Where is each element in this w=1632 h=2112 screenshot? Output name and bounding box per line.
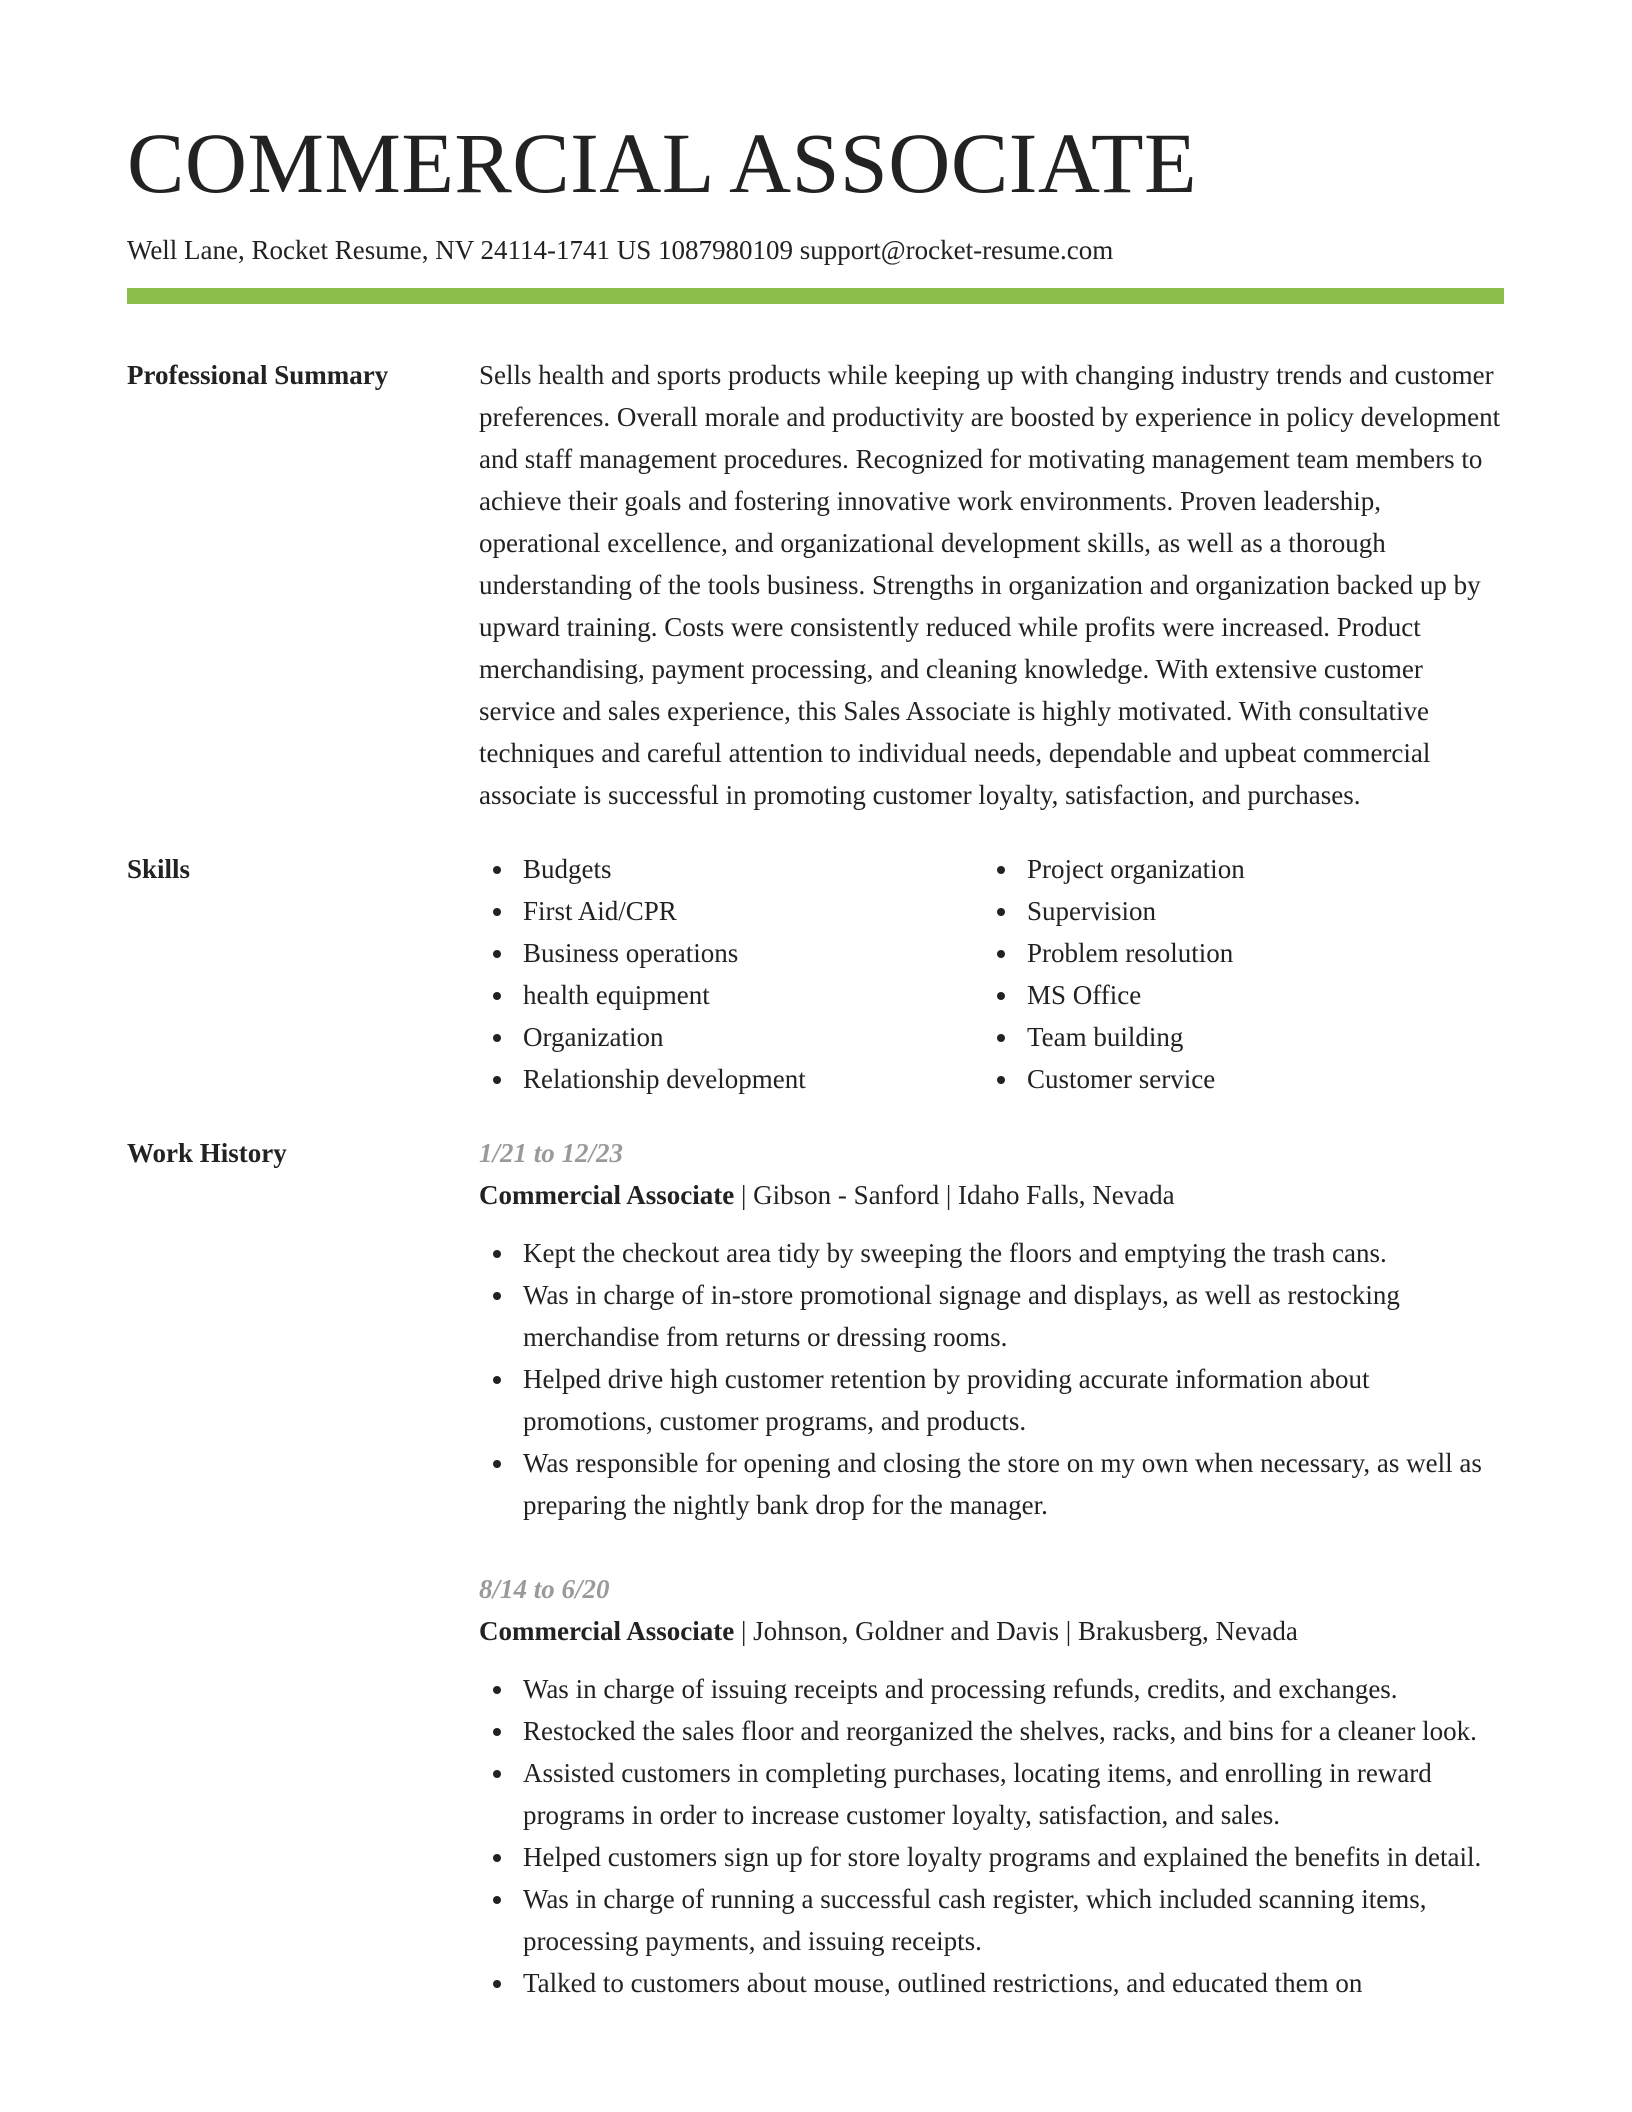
job-bullet: Restocked the sales floor and reorganized the shelves, racks, and bins for a cleaner look. [479,1710,1504,1752]
summary-heading: Professional Summary [127,360,389,391]
skill-item: health equipment [479,974,983,1016]
skills-section [127,848,1504,1100]
skill-item: Relationship development [479,1058,983,1100]
skill-item: Customer service [983,1058,1487,1100]
job-title: Commercial Associate [479,1180,735,1211]
job-bullet: Talked to customers about mouse, outlined restrictions, and educated them on [479,1962,1504,2004]
skills-heading: Skills [127,854,191,885]
accent-divider [127,288,1504,304]
work-history-section [127,1132,1504,2004]
contact-address: Well Lane, Rocket Resume, NV 24114-1741 US [127,235,652,265]
job-dates: 1/21 to 12/23 [479,1138,624,1169]
job-bullet: Assisted customers in completing purchases, locating items, and enrolling in reward programs in order to increase customer loyalty, satisfaction, and sales. [479,1752,1504,1836]
skill-item: Problem resolution [983,932,1487,974]
skills-right-column [983,848,1487,1100]
job-bullet: Kept the checkout area tidy by sweeping the floors and emptying the trash cans. [479,1232,1504,1274]
skill-item: First Aid/CPR [479,890,983,932]
job-entry [479,1132,1504,1526]
job-bullet: Helped customers sign up for store loyalty programs and explained the benefits in detail. [479,1836,1504,1878]
job-bullets [479,1668,1504,2004]
job-bullet: Was in charge of issuing receipts and processing refunds, credits, and exchanges. [479,1668,1504,1710]
skill-item: Organization [479,1016,983,1058]
job-heading-line [479,1174,1504,1216]
job-bullet: Was in charge of in-store promotional signage and displays, as well as restocking merchandise from returns or dressing rooms. [479,1274,1504,1358]
job-bullet: Was in charge of running a successful cash register, which included scanning items, processing payments, and issuing receipts. [479,1878,1504,1962]
job-heading-line [479,1610,1504,1652]
skills-left-column [479,848,983,1100]
job-company-location: | Johnson, Goldner and Davis | Brakusberg, Nevada [734,1616,1298,1647]
contact-phone: 1087980109 [658,235,793,265]
work-history-heading: Work History [127,1138,287,1169]
contact-line [127,234,1505,266]
skill-item: Project organization [983,848,1487,890]
job-dates: 8/14 to 6/20 [479,1574,610,1605]
skill-item: Team building [983,1016,1487,1058]
job-bullet: Helped drive high customer retention by providing accurate information about promotions, customer programs, and products. [479,1358,1504,1442]
job-bullet: Was responsible for opening and closing the store on my own when necessary, as well as preparing the nightly bank drop for the manager. [479,1442,1504,1526]
skills-columns [479,848,1504,1100]
skill-item: MS Office [983,974,1487,1016]
work-history-body [479,1132,1504,2004]
summary-text: Sells health and sports products while keeping up with changing industry trends and customer preferences. Overall morale and productivity are boosted by experience in policy development and staff management procedures. Recognized for motivating management team members to achieve their goals and fostering innovative work environments. Proven leadership, operational excellence, and organizational development skills, as well as a thorough understanding of the tools business. Strengths in organization and organization backed up by upward training. Costs were consistently reduced while profits were increased. Product merchandising, payment processing, and cleaning knowledge. With extensive customer service and sales experience, this Sales Associate is highly motivated. With consultative techniques and careful attention to individual needs, dependable and upbeat commercial associate is successful in promoting customer loyalty, satisfaction, and purchases. [479,360,1501,811]
job-title: Commercial Associate [479,1616,735,1647]
contact-email: support@rocket-resume.com [799,235,1114,265]
job-company-location: | Gibson - Sanford | Idaho Falls, Nevada [734,1180,1175,1211]
resume-name: COMMERCIAL ASSOCIATE [127,115,1198,211]
skill-item: Supervision [983,890,1487,932]
skill-item: Business operations [479,932,983,974]
job-bullets [479,1232,1504,1526]
job-entry [479,1568,1504,2004]
summary-section [127,354,1504,816]
skill-item: Budgets [479,848,983,890]
